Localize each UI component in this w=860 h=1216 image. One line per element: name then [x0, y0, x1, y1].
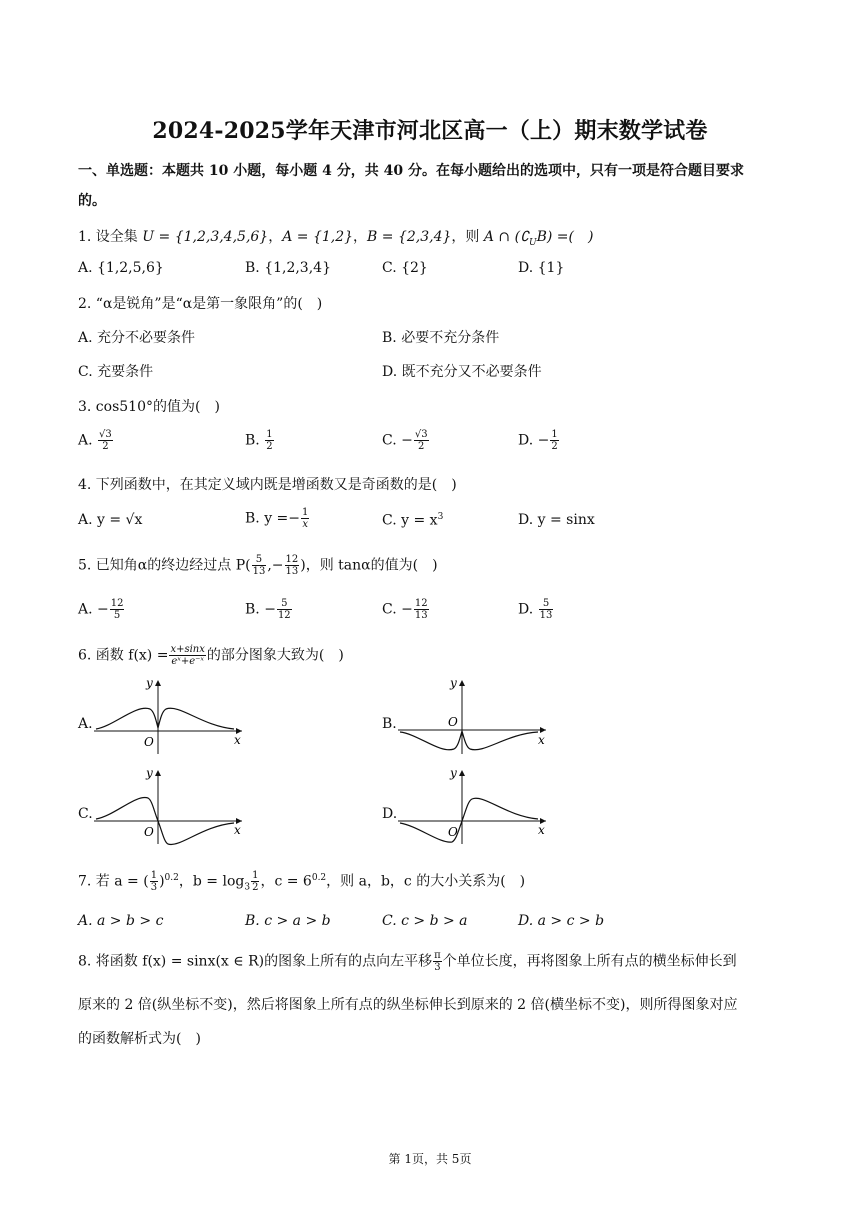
graph-d-x-label: x	[538, 823, 545, 837]
exam-title: 2024-2025学年天津市河北区高一（上）期末数学试卷	[152, 118, 708, 144]
question-6-stem: 6. 函数 f(x) = $\frac{x+\sin x}{\text{eˣ+e⁻ˣ}}$ 的部分图象大致为( )	[78, 644, 344, 667]
question-4-stem: 4. 下列函数中，在其定义域内既是增函数又是奇函数的是( )	[78, 477, 457, 493]
graph-option-d	[398, 766, 558, 846]
graph-a-x-label: x	[234, 733, 241, 747]
q7-option-d: D. a > c > b	[518, 913, 605, 929]
q6-label-d: D.	[382, 806, 398, 822]
question-8-line1: 8. 将函数 f(x) = sinx(x ∈ R)的图象上所有的点向左平移 $\frac{\pi}{3}$ 个单位长度，再将图象上所有点的横坐标伸长到	[78, 950, 737, 973]
graph-c-y-label: y	[146, 766, 153, 780]
graph-b-x-label: x	[538, 733, 545, 747]
graph-a-origin: O	[144, 735, 154, 749]
q4-option-a: A. y = √x	[78, 512, 143, 528]
q1-option-d: D. {1}	[518, 260, 565, 276]
q7-option-a: A. a > b > c	[78, 913, 164, 929]
q4-option-b: B. y =− $\frac{1}{x}$	[245, 507, 309, 530]
q1-mid: ，则	[451, 229, 484, 245]
q2-option-d: D. 既不充分又不必要条件	[382, 364, 542, 380]
graph-d-y-label: y	[450, 766, 457, 780]
graph-b-y-label: y	[450, 676, 457, 690]
graph-c-x-label: x	[234, 823, 241, 837]
question-7-stem: 7. 若 a = ( $\frac{1}{3}$ )$^{0.2}$，$b = \log_3$ $\frac{1}{2}$ ，$c = 6^{0.2}$，则 a，b，c 的大小关系为( )	[78, 870, 526, 893]
q2-option-c: C. 充要条件	[78, 364, 154, 380]
q1-option-c: C. {2}	[382, 260, 428, 276]
graph-option-a	[94, 676, 254, 756]
q1-prefix: 1. 设全集	[78, 229, 143, 245]
q5-option-a: A. − $\frac{12}{5}$	[78, 598, 124, 621]
graph-b-origin: O	[448, 715, 458, 729]
q4-option-d: D. y = sinx	[518, 512, 595, 528]
graph-a-y-label: y	[146, 676, 153, 690]
page-footer: 第 1页，共 5页	[388, 1152, 472, 1166]
q5-option-b: B. − $\frac{5}{12}$	[245, 598, 291, 621]
question-8-line3: 的函数解析式为( )	[78, 1031, 201, 1047]
q1-set-a: A = {1,2}	[282, 229, 354, 245]
q1-expr: A ∩ (∁	[483, 229, 529, 245]
q6-label-a: A.	[78, 716, 93, 732]
q3-option-c: C. − $\frac{√3}{2}$	[382, 429, 428, 452]
q7-option-b: B. c > a > b	[245, 913, 331, 929]
graph-option-c	[94, 766, 254, 846]
q3-option-b: B. $\frac{1}{2}$	[245, 429, 273, 452]
q1-option-a: A. {1,2,5,6}	[78, 260, 164, 276]
q6-label-b: B.	[382, 716, 397, 732]
q3-option-a: A. $\frac{√3}{2}$	[78, 429, 112, 452]
q2-option-a: A. 充分不必要条件	[78, 330, 196, 346]
q1-set-b: B = {2,3,4}	[367, 229, 452, 245]
question-5-stem: 5. 已知角α的终边经过点 P( $\frac{5}{13}$ ,− $\frac{12}{13}$ )，则 tanα的值为( )	[78, 554, 438, 577]
section-heading-line1: 一、单选题：本题共 10 小题，每小题 4 分，共 40 分。在每小题给出的选项中，只有一项是符合题目要求	[78, 163, 744, 179]
question-8-line2: 原来的 2 倍(纵坐标不变)，然后将图象上所有点的纵坐标伸长到原来的 2 倍(横坐标不变)，则所得图象对应	[78, 997, 738, 1013]
q4-option-c: C. $y = x^3$	[382, 512, 444, 529]
q1-expr-sub: U	[528, 237, 537, 248]
q3-option-d: D. − $\frac{1}{2}$	[518, 429, 558, 452]
q1-option-b: B. {1,2,3,4}	[245, 260, 331, 276]
q2-option-b: B. 必要不充分条件	[382, 330, 500, 346]
section-heading-line2: 的。	[78, 193, 106, 209]
q6-label-c: C.	[78, 806, 93, 822]
question-1-stem: 1. 设全集 U = {1,2,3,4,5,6}，A = {1,2}，B = {2,3,4}，则 A ∩ $(∁_UB)$ =( )	[78, 229, 594, 248]
q1-set-u: U = {1,2,3,4,5,6}	[142, 229, 269, 245]
q5-option-c: C. − $\frac{12}{13}$	[382, 598, 428, 621]
graph-d-origin: O	[448, 825, 458, 839]
question-3-stem: 3. cos510°的值为( )	[78, 399, 220, 415]
q7-option-c: C. c > b > a	[382, 913, 468, 929]
q1-expr-end: B) =( )	[536, 229, 594, 245]
graph-c-origin: O	[144, 825, 154, 839]
q5-option-d: D. $\frac{5}{13}$	[518, 598, 553, 621]
question-2-stem: 2. “α是锐角”是“α是第一象限角”的( )	[78, 296, 323, 312]
graph-option-b	[398, 676, 558, 756]
